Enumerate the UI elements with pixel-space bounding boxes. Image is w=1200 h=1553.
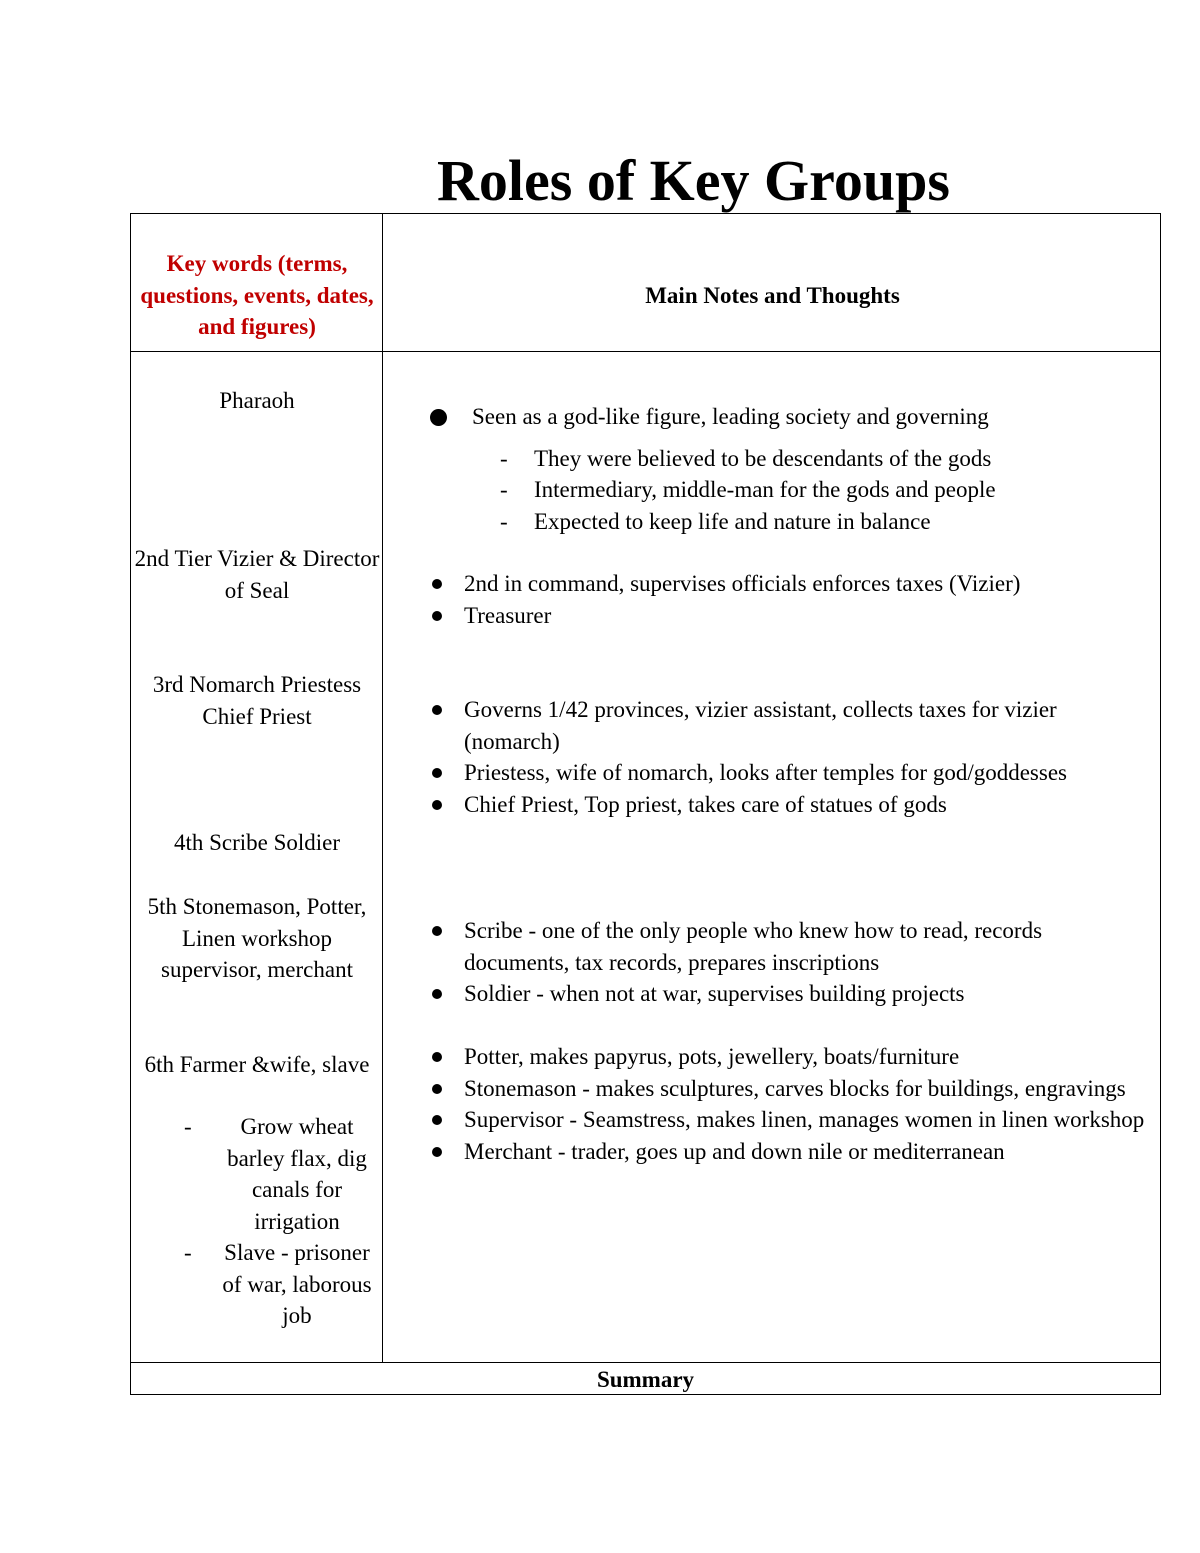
list-item-text: Treasurer — [464, 602, 552, 628]
bullet-icon — [430, 409, 447, 426]
list-item-text: Expected to keep life and nature in balance — [534, 508, 931, 534]
list-item — [430, 757, 1150, 789]
list-item — [184, 1237, 380, 1332]
notes-column-header: Main Notes and Thoughts — [645, 283, 900, 308]
tier-6-sublist — [184, 1111, 380, 1332]
summary-divider — [130, 1362, 1161, 1363]
bullet-icon — [432, 768, 442, 778]
keyword-tier-5: 5th Stonemason, Potter, Linen workshop supervisor, merchant — [147, 894, 367, 982]
dash-marker: - — [500, 508, 508, 534]
bullet-icon — [432, 1147, 442, 1157]
header-divider — [130, 351, 1161, 352]
list-item — [430, 401, 1150, 433]
bullet-icon — [432, 1052, 442, 1062]
list-item — [430, 600, 1150, 632]
bullet-icon — [432, 1084, 442, 1094]
list-item — [430, 978, 1150, 1010]
list-item — [430, 474, 1150, 506]
list-item-text: Priestess, wife of nomarch, looks after temples for god/goddesses — [464, 760, 1067, 785]
bullet-icon — [432, 705, 442, 715]
list-item-text: Grow wheat barley flax, dig canals for irrigation — [227, 1114, 367, 1234]
list-item — [430, 1136, 1150, 1168]
list-item-text: Potter, makes papyrus, pots, jewellery, boats/furniture — [464, 1044, 960, 1069]
list-item-text: Intermediary, middle-man for the gods and people — [534, 477, 996, 502]
list-item-text: Soldier - when not at war, supervises building projects — [464, 981, 965, 1006]
notes-tier-3 — [430, 694, 1150, 820]
list-item — [430, 443, 1150, 475]
list-item-text: Supervisor - Seamstress, makes linen, manages women in linen workshop — [464, 1107, 1145, 1132]
list-item — [430, 915, 1150, 978]
list-item-text: Governs 1/42 provinces, vizier assistant, collects taxes for vizier (nomarch) — [464, 697, 1057, 754]
bullet-icon — [432, 989, 442, 999]
notes-tier-5 — [430, 1041, 1150, 1167]
page-title: Roles of Key Groups — [437, 148, 950, 213]
list-item-text: Seen as a god-like figure, leading society and governing — [472, 404, 989, 429]
keyword-pharaoh: Pharaoh — [219, 388, 295, 413]
keyword-tier-2: 2nd Tier Vizier & Director of Seal — [134, 546, 380, 603]
keyword-tier-4: 4th Scribe Soldier — [173, 830, 341, 855]
bullet-icon — [432, 800, 442, 810]
notes-pharaoh — [430, 401, 1150, 537]
bullet-icon — [432, 611, 442, 621]
notes-tier-4 — [430, 915, 1150, 1010]
summary-label: Summary — [596, 1367, 695, 1392]
list-item — [430, 694, 1150, 757]
list-item — [430, 568, 1150, 600]
list-item-text: Slave - prisoner of war, laborous job — [222, 1240, 372, 1328]
list-item-text: Merchant - trader, goes up and down nile or mediterranean — [464, 1138, 1005, 1164]
notes-tier-2 — [430, 568, 1150, 631]
bullet-icon — [432, 579, 442, 589]
dash-marker: - — [500, 477, 508, 502]
list-item — [430, 1041, 1150, 1073]
list-item-text: They were believed to be descendants of the gods — [534, 445, 992, 471]
dash-marker: - — [500, 445, 508, 471]
bullet-icon — [432, 1115, 442, 1125]
bullet-icon — [432, 926, 442, 936]
list-item — [430, 789, 1150, 821]
list-item-text: Stonemason - makes sculptures, carves blocks for buildings, engravings — [464, 1075, 1126, 1101]
column-divider — [382, 213, 383, 1362]
keywords-column-header: Key words (terms, questions, events, dates, and figures) — [140, 251, 374, 339]
keyword-tier-6: 6th Farmer &wife, slave — [144, 1052, 370, 1077]
dash-marker: - — [184, 1240, 192, 1265]
list-item — [184, 1111, 380, 1237]
list-item — [430, 506, 1150, 538]
list-item — [430, 1073, 1150, 1105]
dash-marker: - — [184, 1114, 192, 1139]
list-item-text: Scribe - one of the only people who knew how to read, records documents, tax records, prepares inscriptions — [464, 918, 1043, 975]
keyword-tier-3: 3rd Nomarch Priestess Chief Priest — [152, 672, 362, 729]
list-item-text: Chief Priest, Top priest, takes care of statues of gods — [464, 791, 947, 817]
list-item-text: 2nd in command, supervises officials enforces taxes (Vizier) — [464, 571, 1021, 596]
list-item — [430, 1104, 1150, 1136]
